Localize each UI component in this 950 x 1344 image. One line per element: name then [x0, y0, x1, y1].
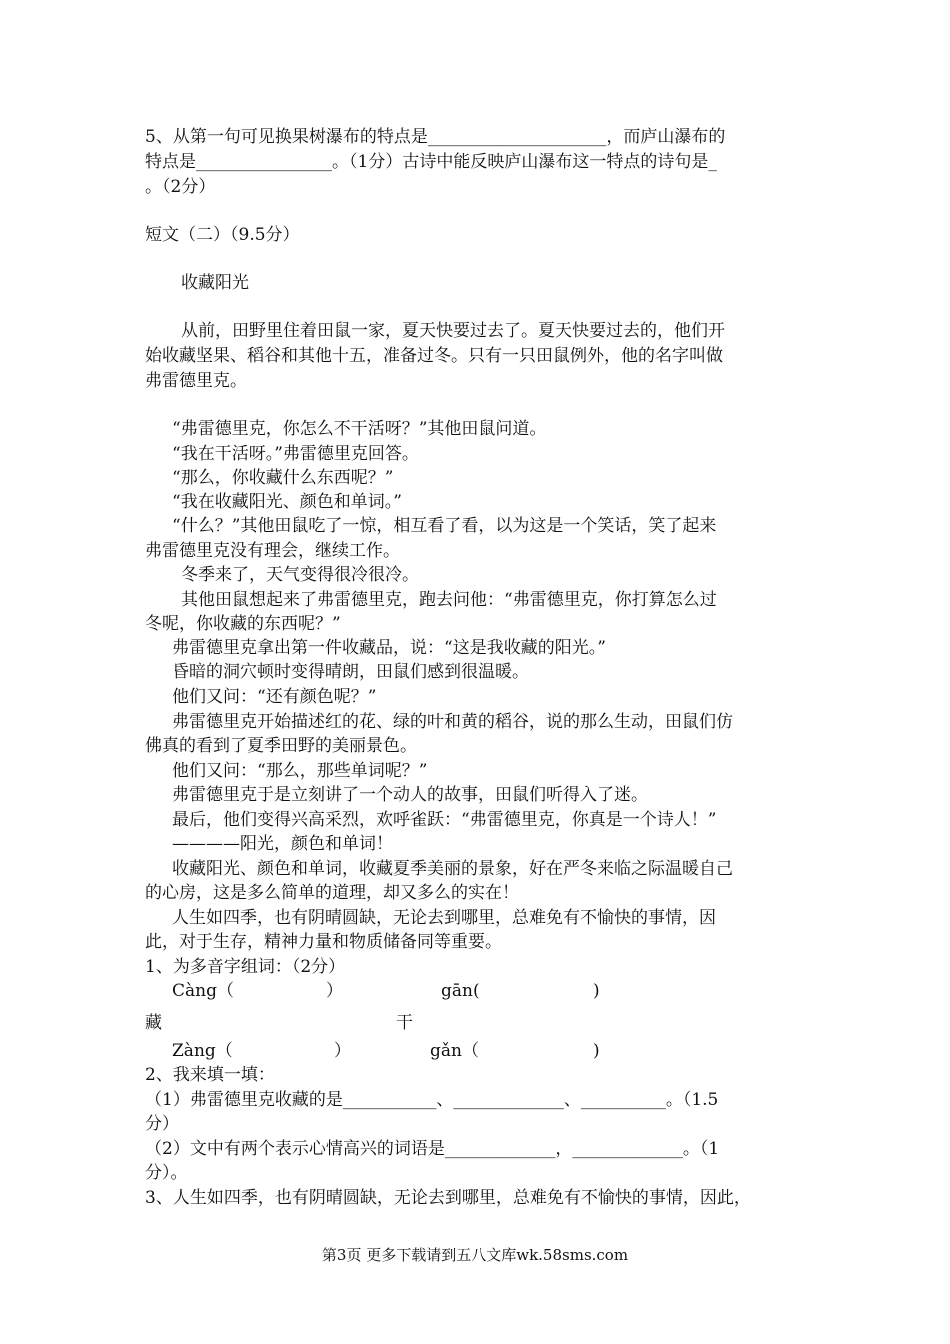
q5-line-2: 特点是________________。（1分）古诗中能反映庐山瀑布这一特点的诗句是_: [145, 152, 717, 172]
story-p1-line-1: 从前，田野里住着田鼠一家，夏天快要过去了。夏天快要过去的，他们开: [181, 321, 725, 341]
dialogue-5-line-2: 弗雷德里克没有理会，继续工作。: [145, 541, 400, 561]
story-p1-line-3: 弗雷德里克。: [145, 371, 247, 391]
dialogue-2: “我在干活呀。”弗雷德里克回答。: [172, 444, 419, 464]
gan-character: 干: [396, 1013, 413, 1033]
moral-line-1: 收藏阳光、颜色和单词，收藏夏季美丽的景象，好在严冬来临之际温暖自己: [172, 859, 733, 879]
ask-line-1: 其他田鼠想起来了弗雷德里克，跑去问他：“弗雷德里克，你打算怎么过: [181, 590, 717, 610]
color-question: 他们又问：“还有颜色呢？”: [172, 687, 377, 707]
first-item-line: 弗雷德里克拿出第一件收藏品，说：“这是我收藏的阳光。”: [172, 638, 606, 658]
q5-line-3: 。（2分）: [145, 177, 216, 197]
question-2-1-line-1: （1）弗雷德里克收藏的是___________、_____________、__________。（1.5: [145, 1090, 719, 1110]
question-3: 3、人生如四季，也有阴晴圆缺，无论去到哪里，总难免有不愉快的事情，因此，: [145, 1188, 751, 1208]
gan2-pinyin: gǎn（: [430, 1041, 479, 1061]
gan1-close-paren: ): [593, 981, 600, 1001]
section-heading: 短文（二）（9.5分）: [145, 225, 300, 245]
moral-line-2: 的心房，这是多么简单的道理，却又多么的实在！: [145, 883, 519, 903]
ask-line-2: 冬呢，你收藏的东西呢？”: [145, 614, 341, 634]
dialogue-1: “弗雷德里克，你怎么不干活呀？”其他田鼠问道。: [172, 419, 547, 439]
cang-pinyin: Càng（: [172, 981, 234, 1001]
page-footer: 第3页 更多下载请到五八文库wk.58sms.com: [321, 1246, 629, 1264]
q5-line-1: 5、从第一句可见换果树瀑布的特点是_____________________，而庐山瀑布的: [145, 127, 726, 147]
cheer-line: 最后，他们变得兴高采烈，欢呼雀跃：“弗雷德里克，你真是一个诗人！”: [172, 810, 717, 830]
cang-character: 藏: [145, 1013, 162, 1033]
gan2-close-paren: ): [593, 1041, 600, 1061]
question-2-1-line-2: 分）: [145, 1114, 179, 1134]
color-line-1: 弗雷德里克开始描述红的花、绿的叶和黄的稻谷，说的那么生动，田鼠们仿: [172, 712, 733, 732]
zang-pinyin: Zàng（: [172, 1041, 233, 1061]
question-2: 2、我来填一填：: [145, 1065, 275, 1085]
dash-line: ————阳光，颜色和单词！: [172, 834, 393, 854]
dialogue-4: “我在收藏阳光、颜色和单词。”: [172, 492, 402, 512]
story-title: 收藏阳光: [181, 273, 249, 293]
story-p1-line-2: 始收藏坚果、稻谷和其他十五，准备过冬。只有一只田鼠例外，他的名字叫做: [145, 346, 723, 366]
life-line-2: 此，对于生存，精神力量和物质储备同等重要。: [145, 932, 502, 952]
winter-line: 冬季来了，天气变得很冷很冷。: [181, 565, 419, 585]
zang-close-paren: ）: [334, 1041, 351, 1061]
question-2-2-line-1: （2）文中有两个表示心情高兴的词语是_____________，_____________。（1: [145, 1139, 720, 1159]
color-line-2: 佛真的看到了夏季田野的美丽景色。: [145, 736, 417, 756]
life-line-1: 人生如四季，也有阴晴圆缺，无论去到哪里，总难免有不愉快的事情，因: [172, 908, 716, 928]
dialogue-5-line-1: “什么？”其他田鼠吃了一惊，相互看了看，以为这是一个笑话，笑了起来: [172, 516, 717, 536]
cang-close-paren: ）: [326, 981, 343, 1001]
story-tell-line: 弗雷德里克于是立刻讲了一个动人的故事，田鼠们听得入了迷。: [172, 785, 648, 805]
gan1-pinyin: gān(: [441, 981, 480, 1001]
dialogue-3: “那么，你收藏什么东西呢？”: [172, 468, 394, 488]
bright-line: 昏暗的洞穴顿时变得晴朗，田鼠们感到很温暖。: [172, 662, 529, 682]
question-2-2-line-2: 分）。: [145, 1163, 188, 1183]
word-question: 他们又问：“那么，那些单词呢？”: [172, 761, 428, 781]
question-1: 1、为多音字组词：（2分）: [145, 957, 346, 977]
